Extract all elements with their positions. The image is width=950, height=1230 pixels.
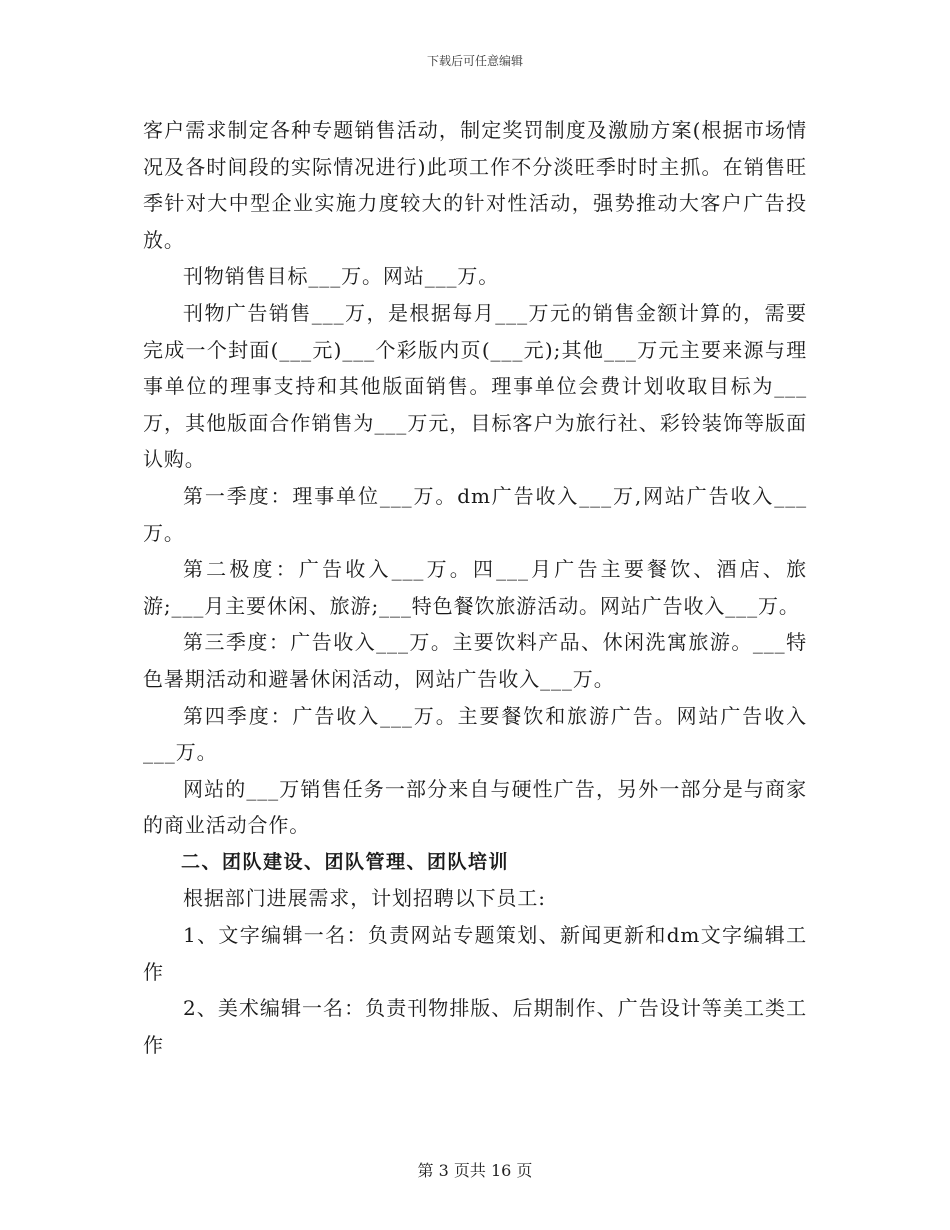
page-number: 第 3 页共 16 页 bbox=[417, 1161, 533, 1180]
page-header: 下载后可任意编辑 bbox=[426, 54, 523, 68]
document-body bbox=[143, 112, 807, 1063]
paragraph-sales-target: 刊物销售目标___万。网站___万。 bbox=[183, 264, 500, 289]
paragraph-website-sales: 网站的___万销售任务一部分来自与硬性广告，另外一部分是与商家的商业活动合作。 bbox=[143, 776, 807, 838]
paragraph-q1: 第一季度：理事单位___万。dm广告收入___万,网站广告收入___万。 bbox=[143, 483, 807, 545]
paragraph-hiring-intro: 根据部门进展需求，计划招聘以下员工: bbox=[183, 886, 546, 911]
paragraph-q3: 第三季度：广告收入___万。主要饮料产品、休闲洗寓旅游。___特色暑期活动和避暑休闲活动，网站广告收入___万。 bbox=[143, 630, 807, 691]
paragraph-customer-activities: 客户需求制定各种专题销售活动，制定奖罚制度及激励方案(根据市场情况及各时间段的实际情况进行)此项工作不分淡旺季时时主抓。在销售旺季针对大中型企业实施力度较大的针对性活动，强势推动大客户广告投放。 bbox=[143, 118, 807, 252]
paragraph-q2: 第二极度：广告收入___万。四___月广告主要餐饮、酒店、旅游;___月主要休闲、旅游;___特色餐饮旅游活动。网站广告收入___万。 bbox=[143, 557, 807, 618]
list-item-text-editor: 1、文字编辑一名：负责网站专题策划、新闻更新和dm文字编辑工作 bbox=[143, 923, 807, 984]
paragraph-q4: 第四季度：广告收入___万。主要餐饮和旅游广告。网站广告收入___万。 bbox=[143, 703, 807, 765]
section-heading-team: 二、团队建设、团队管理、团队培训 bbox=[181, 850, 510, 873]
list-item-art-editor: 2、美术编辑一名：负责刊物排版、后期制作、广告设计等美工类工作 bbox=[143, 996, 807, 1057]
paragraph-ad-sales: 刊物广告销售___万，是根据每月___万元的销售金额计算的，需要完成一个封面(___元)___个彩版内页(___元);其他___万元主要来源与理事单位的理事支持和其他版面销售。理事单位会费计划收取目标为___万，其他版面合作销售为___万元，目标客户为旅行社、彩铃装饰等版面认购。 bbox=[143, 300, 807, 472]
